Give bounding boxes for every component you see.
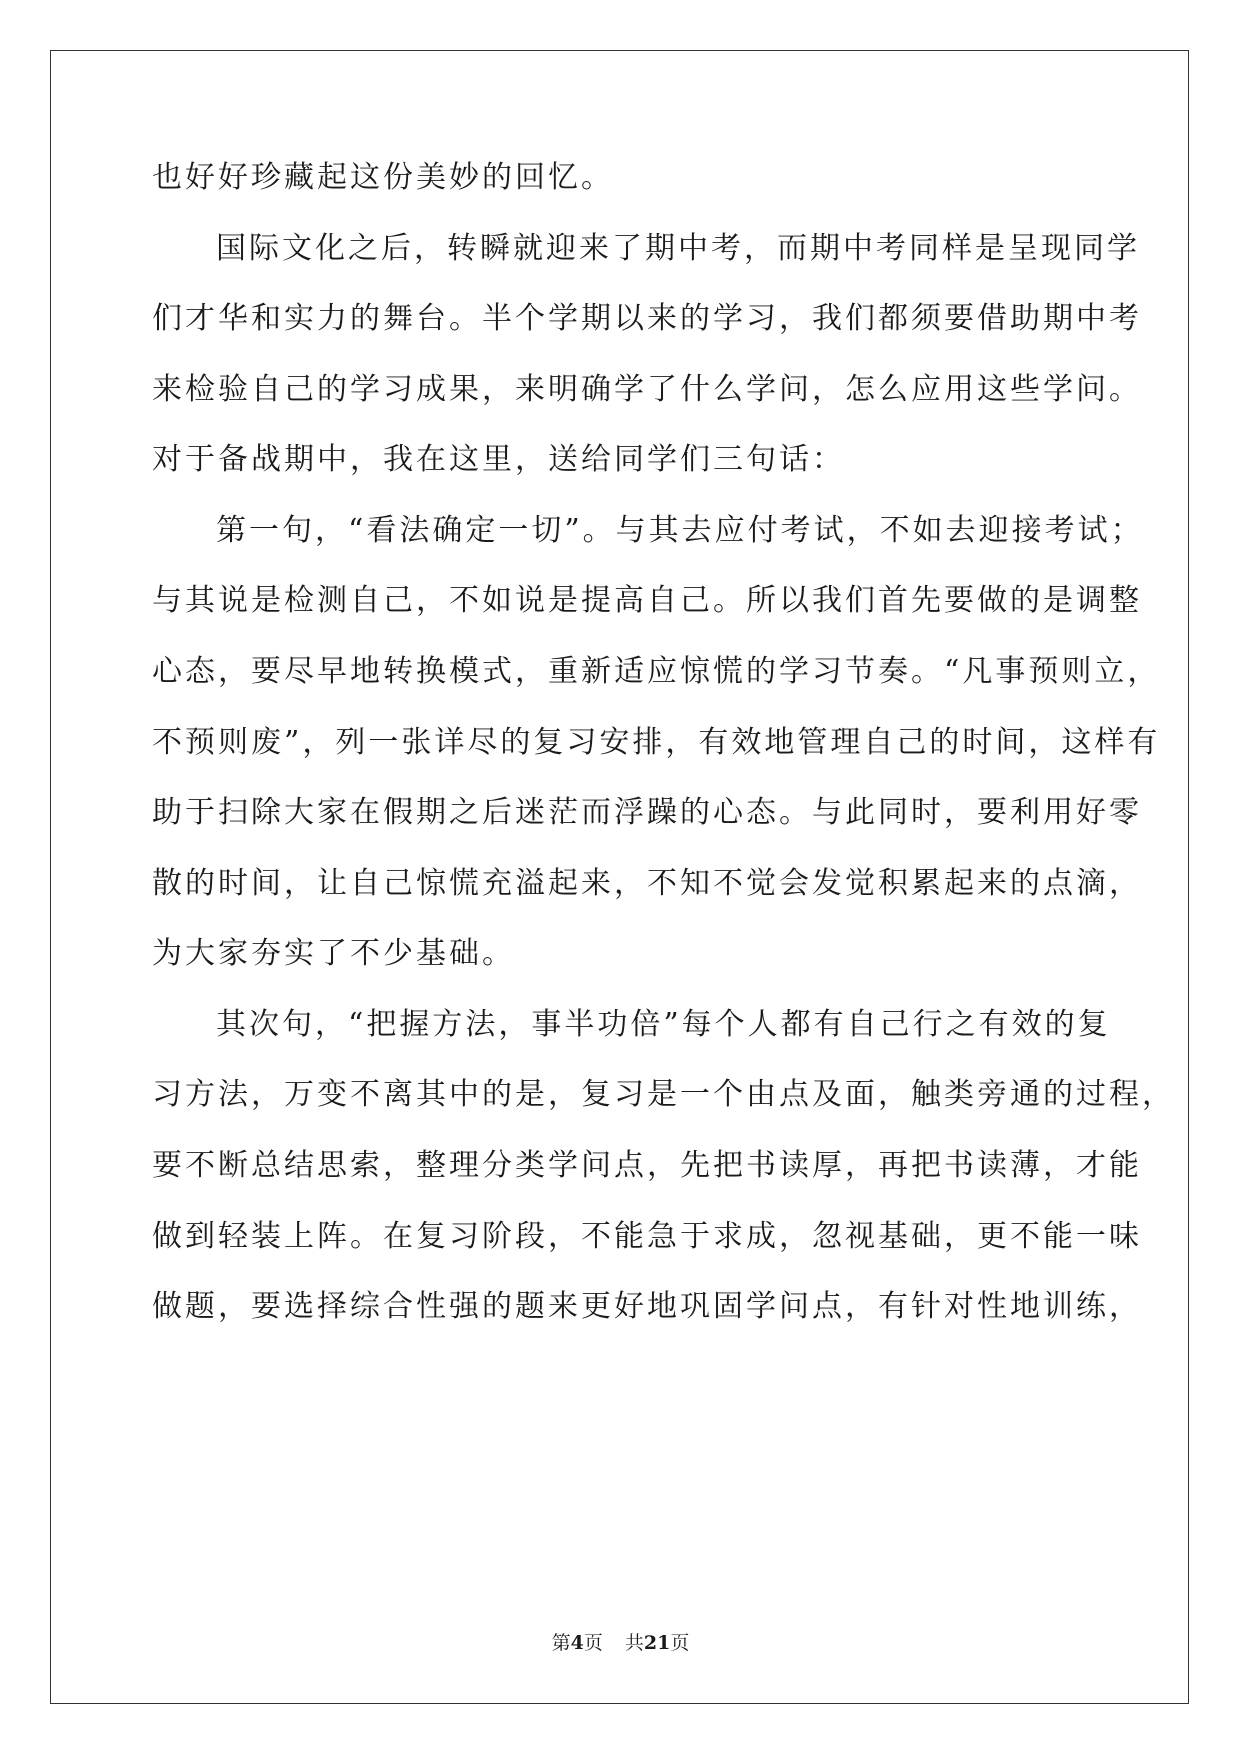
text-line: 为大家夯实了不少基础。 (152, 936, 515, 971)
text-line: 们才华和实力的舞台。半个学期以来的学习，我们都须要借助期中考 (152, 301, 1142, 336)
text-line: 习方法，万变不离其中的是，复习是一个由点及面，触类旁通的过程， (152, 1077, 1175, 1112)
text-line: 第一句，“看法确定一切”。与其去应付考试，不如去迎接考试； (216, 513, 1144, 548)
text-line: 心态，要尽早地转换模式，重新适应惊慌的学习节奏。“凡事预则立， (152, 654, 1161, 689)
text-line: 助于扫除大家在假期之后迷茫而浮躁的心态。与此同时，要利用好零 (152, 795, 1142, 830)
page-footer (0, 1628, 1241, 1655)
page-prefix: 第 (551, 1632, 571, 1654)
text-line: 也好好珍藏起这份美妙的回忆。 (152, 160, 614, 195)
text-line: 散的时间，让自己惊慌充溢起来，不知不觉会发觉积累起来的点滴， (152, 866, 1142, 901)
total-pages: 21 (643, 1632, 671, 1654)
text-line: 与其说是检测自己，不如说是提高自己。所以我们首先要做的是调整 (152, 583, 1142, 618)
total-suffix: 页 (670, 1632, 690, 1654)
text-line: 其次句，“把握方法，事半功倍”每个人都有自己行之有效的复 (216, 1007, 1111, 1042)
page-number: 4 (570, 1632, 584, 1654)
text-line: 来检验自己的学习成果，来明确学了什么学问，怎么应用这些学问。 (152, 372, 1142, 407)
text-line: 做到轻装上阵。在复习阶段，不能急于求成，忽视基础，更不能一味 (152, 1219, 1142, 1254)
text-line: 对于备战期中，我在这里，送给同学们三句话： (152, 442, 845, 477)
text-line: 要不断总结思索，整理分类学问点，先把书读厚，再把书读薄，才能 (152, 1148, 1142, 1183)
total-prefix: 共 (624, 1632, 644, 1654)
page-suffix: 页 (583, 1632, 603, 1654)
text-line: 国际文化之后，转瞬就迎来了期中考，而期中考同样是呈现同学 (216, 231, 1140, 266)
text-line: 不预则废”，列一张详尽的复习安排，有效地管理自己的时间，这样有 (152, 725, 1161, 760)
text-line: 做题，要选择综合性强的题来更好地巩固学问点，有针对性地训练， (152, 1289, 1142, 1324)
